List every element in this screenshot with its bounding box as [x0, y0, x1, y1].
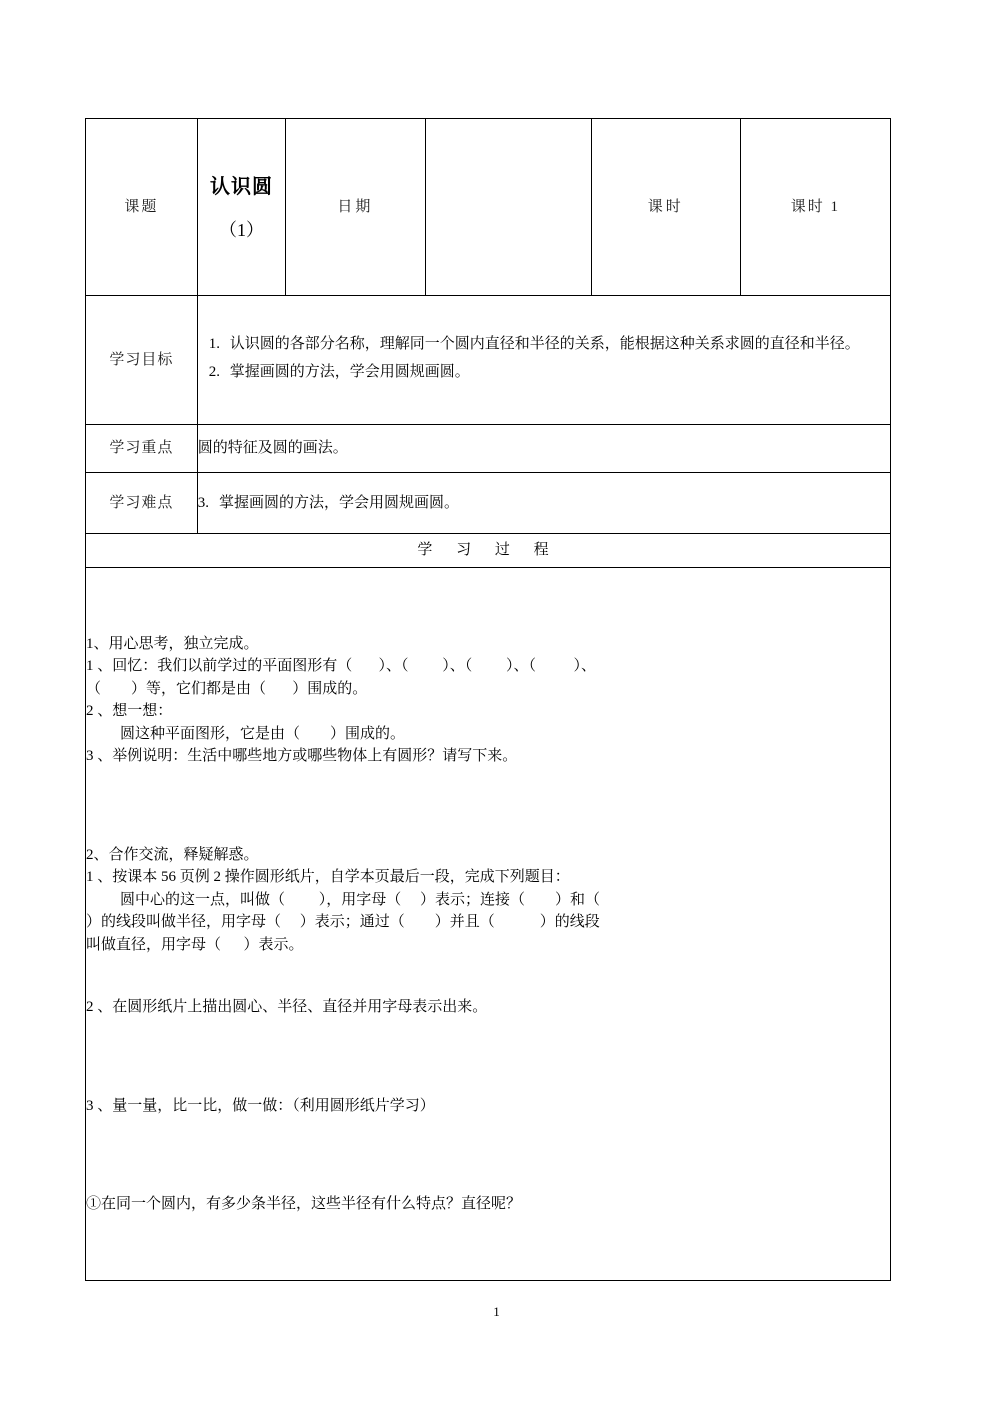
question1-line2: （ ）等，它们都是由（ ）围成的。 — [86, 680, 368, 697]
answer-space-3[interactable] — [86, 1019, 890, 1095]
answer-space-4[interactable] — [86, 1117, 890, 1193]
table-row-difficulty — [86, 473, 891, 534]
difficulty-text: 掌握画圆的方法，学会用圆规画圆。 — [219, 494, 460, 511]
goals-label: 学习目标 — [86, 296, 198, 425]
difficulty-text-row — [198, 492, 890, 515]
question4-line4: 叫做直径，用字母（ ）表示。 — [86, 936, 304, 953]
table-row-process-banner — [86, 534, 891, 568]
difficulty-number: 3. — [197, 494, 210, 511]
section2-heading: 2、合作交流，释疑解惑。 — [86, 846, 259, 863]
lesson-title-main: 认识圆 — [209, 173, 273, 198]
period-value: 课时 1 — [740, 119, 890, 296]
process-banner: 学 习 过 程 — [86, 534, 891, 568]
lesson-plan-table — [85, 118, 891, 1281]
table-row-key-point — [86, 425, 891, 473]
page-number: 1 — [493, 1304, 500, 1319]
goals-body — [197, 296, 890, 425]
period-label: 课时 — [591, 119, 740, 296]
question1-line1: 1 、回忆：我们以前学过的平面图形有（ ）、（ ）、（ ）、（ ）、 — [86, 658, 597, 674]
list-item: 2. 掌握画圆的方法，学会用圆规画圆。 — [224, 360, 890, 386]
section1-heading: 1、用心思考，独立完成。 — [86, 635, 259, 652]
key-point-label: 学习重点 — [86, 425, 198, 473]
lesson-title-cell — [197, 119, 285, 296]
question7-line1: ①在同一个圆内，有多少条半径，这些半径有什么特点？直径呢？ — [86, 1196, 522, 1212]
lesson-title-sub: （1） — [218, 219, 264, 240]
question4-line3: ）的线段叫做半径，用字母（ ）表示；通过（ ）并且（ ）的线段 — [86, 914, 600, 930]
content-body — [86, 568, 891, 1281]
question4-line2: 圆中心的这一点，叫做（ ），用字母（ ）表示；连接（ ）和（ — [120, 891, 601, 908]
question3-line1: 3 、举例说明：生活中哪些地方或哪些物体上有圆形？请写下来。 — [86, 748, 518, 764]
question5-line1: 2 、在圆形纸片上描出圆心、半径、直径并用字母表示出来。 — [86, 999, 488, 1015]
answer-space-1[interactable] — [86, 768, 890, 844]
date-value-field[interactable] — [425, 119, 591, 296]
table-row-header — [86, 119, 891, 296]
question2-line1: 2 、想一想： — [86, 703, 173, 719]
question6-line1: 3 、量一量，比一比，做一做：（利用圆形纸片学习） — [86, 1097, 435, 1114]
table-row-content — [86, 568, 891, 1281]
list-item: 1. 认识圆的各部分名称，理解同一个圆内直径和半径的关系，能根据这种关系求圆的直径和半径。 — [224, 332, 890, 358]
key-point-text: 圆的特征及圆的画法。 — [197, 425, 890, 473]
question4-line1: 1 、按课本 56 页例 2 操作圆形纸片，自学本页最后一段，完成下列题目： — [86, 869, 570, 885]
question2-line2: 圆这种平面图形，它是由（ ）围成的。 — [120, 725, 406, 742]
subject-label: 课题 — [86, 119, 198, 296]
difficulty-label: 学习难点 — [86, 473, 198, 534]
date-label: 日期 — [286, 119, 425, 296]
goals-list — [198, 332, 890, 386]
difficulty-body — [197, 473, 890, 534]
table-row-goals — [86, 296, 891, 425]
answer-space-2[interactable] — [86, 956, 890, 996]
